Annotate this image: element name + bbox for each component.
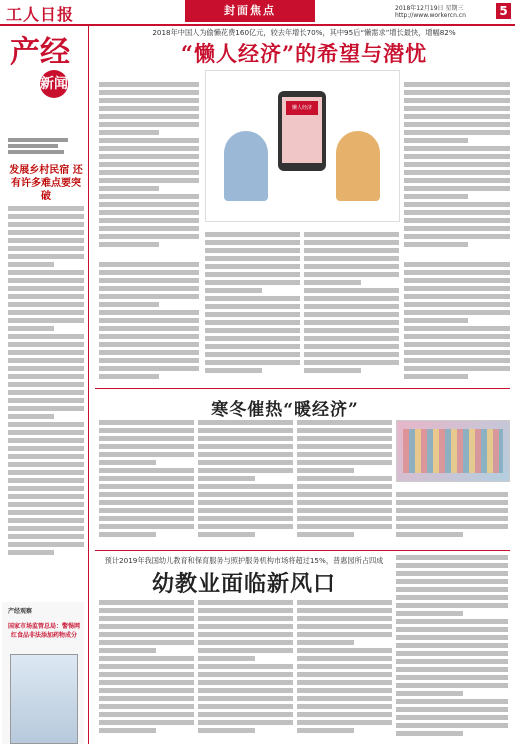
story1-column-3 (304, 232, 399, 382)
story1-lede: 2018年中国人为偷懒花费160亿元，较去年增长70%，其中95后“懒需求”增长最快，增幅82% (152, 28, 456, 37)
story3-column-1 (99, 600, 194, 740)
story3-column-2 (198, 600, 293, 740)
photo-sign: 懒人经济 (286, 101, 318, 115)
section-title-sub: 新闻 (40, 70, 68, 98)
story2-column-1 (99, 420, 194, 545)
sidebar-column (0, 26, 89, 744)
sidebar-feature-box (2, 602, 84, 744)
editors-credit (8, 138, 83, 154)
sidebar-headline: 发展乡村民宿 还有许多难点要突破 (9, 165, 83, 202)
story2-column-2 (198, 420, 293, 545)
story-divider-1 (95, 388, 510, 389)
newspaper-logo: 工人日报 (6, 5, 75, 24)
masthead (0, 0, 515, 26)
story1-headline: “懒人经济”的希望与潜忧 (180, 41, 428, 66)
story-divider-2 (95, 550, 510, 551)
feature-box-image (10, 654, 78, 744)
issue-date: 2018年12月19日 星期三 (395, 5, 464, 12)
story2-headline: 寒冬催热“暖经济” (211, 400, 359, 420)
page-number: 5 (496, 3, 511, 19)
story3-lede: 预计2019年我国幼儿教育和保育服务与照护服务机构市场将超过15%，普惠园所占四成 (104, 556, 384, 565)
story1-column-1 (99, 82, 199, 257)
photo-store-shelf (403, 429, 503, 473)
story2-column-3 (297, 420, 392, 545)
feature-box-label: 产经观察 (8, 608, 33, 615)
section-title (10, 35, 70, 92)
story3-headline: 幼教业面临新风口 (151, 571, 336, 597)
section-banner: 封面焦点 (185, 0, 315, 22)
story3-column-4 (396, 555, 508, 740)
story2-column-4 (396, 492, 508, 547)
story1-column-4b (404, 262, 510, 382)
story1-column-2 (205, 232, 300, 382)
story2-photo (396, 420, 510, 482)
section-title-main: 产经 (10, 35, 70, 70)
story1-photo (205, 70, 400, 222)
photo-figure-right (336, 131, 380, 201)
story3-column-3 (297, 600, 392, 740)
story1-column-4 (404, 82, 510, 257)
site-url: http://www.workercn.cn (395, 12, 466, 19)
story1-column-1b (99, 262, 199, 382)
feature-box-headline: 国家市场监管总局：警惕网红食品非法添加药物成分 (7, 623, 80, 639)
sidebar-article-text (8, 206, 84, 566)
photo-figure-left (224, 131, 268, 201)
